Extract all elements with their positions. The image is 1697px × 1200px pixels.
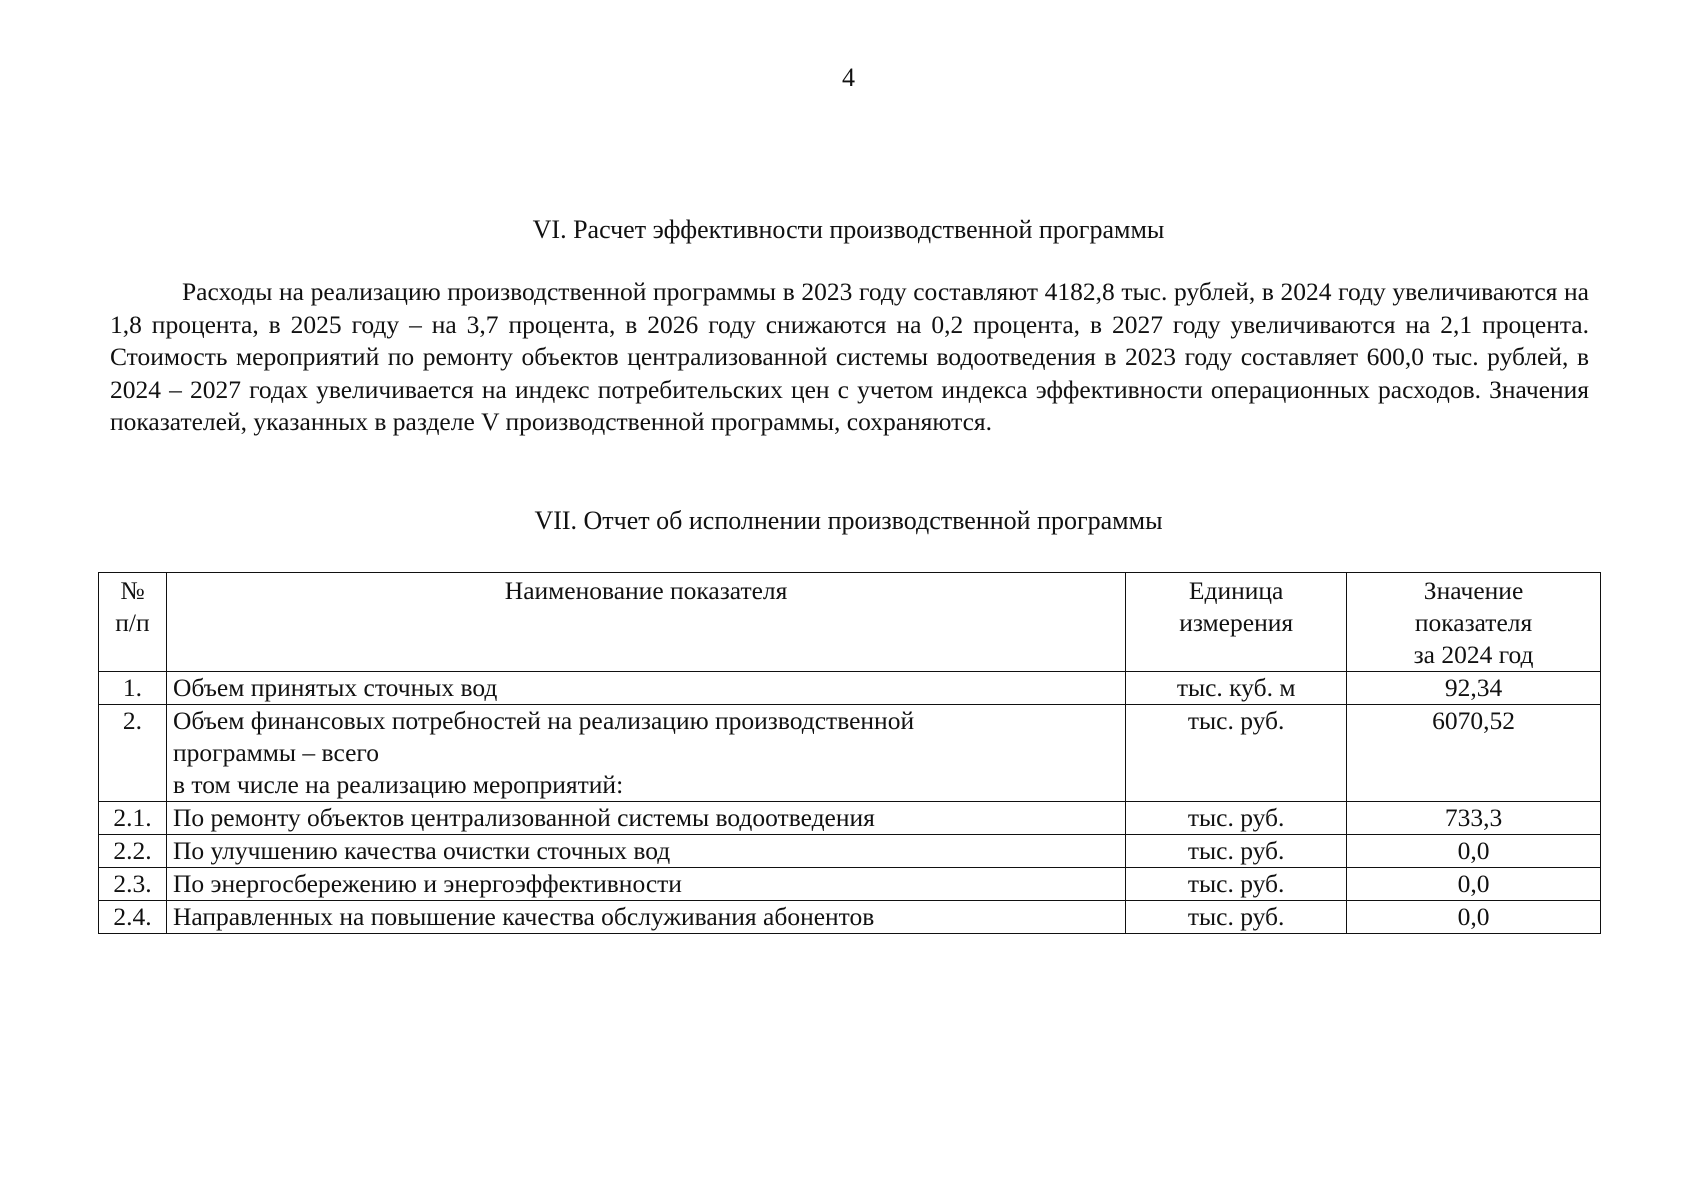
table-row (99, 705, 1601, 802)
row-name: По энергосбережению и энергоэффективности (166, 868, 1125, 901)
row-num: 2.2. (99, 835, 167, 868)
row-unit: тыс. руб. (1126, 901, 1347, 934)
row-unit: тыс. руб. (1126, 835, 1347, 868)
page-number: 4 (842, 63, 855, 92)
header-num: № п/п (99, 573, 167, 672)
row-name: Направленных на повышение качества обслуживания абонентов (166, 901, 1125, 934)
table-row (99, 672, 1601, 705)
header-value: Значение показателя за 2024 год (1347, 573, 1601, 672)
row-num: 2.1. (99, 802, 167, 835)
section-7-title: VII. Отчет об исполнении производственной программы (534, 506, 1163, 535)
row-value: 0,0 (1347, 868, 1601, 901)
row-value: 6070,52 (1347, 705, 1601, 802)
header-unit: Единица измерения (1126, 573, 1347, 672)
row-value: 0,0 (1347, 901, 1601, 934)
row-num: 1. (99, 672, 167, 705)
row-name: Объем принятых сточных вод (166, 672, 1125, 705)
table-row (99, 802, 1601, 835)
row-name: По ремонту объектов централизованной системы водоотведения (166, 802, 1125, 835)
table-row (99, 901, 1601, 934)
row-num: 2. (99, 705, 167, 802)
table-row (99, 835, 1601, 868)
row-unit: тыс. руб. (1126, 868, 1347, 901)
header-name: Наименование показателя (166, 573, 1125, 672)
row-num: 2.3. (99, 868, 167, 901)
table-row (99, 868, 1601, 901)
report-table (98, 572, 1601, 934)
row-name: По улучшению качества очистки сточных вод (166, 835, 1125, 868)
row-num: 2.4. (99, 901, 167, 934)
row-unit: тыс. руб. (1126, 705, 1347, 802)
section-6-paragraph: Расходы на реализацию производственной программы в 2023 году составляют 4182,8 тыс. рублей, в 2024 году увеличиваются на 1,8 процента, в 2025 году – на 3,7 процента, в 2026 году снижаются на 0,2 процента, в 2027 году увеличиваются на 2,1 процента. Стоимость мероприятий по ремонту объектов централизованной системы водоотведения в 2023 году составляет 600,0 тыс. рублей, в 2024 – 2027 годах увеличивается на индекс потребительских цен с учетом индекса эффективности операционных расходов. Значения показателей, указанных в разделе V производственной программы, сохраняются. (110, 277, 1589, 437)
row-name: Объем финансовых потребностей на реализацию производственной программы – всего в том числе на реализацию мероприятий: (166, 705, 1125, 802)
row-value: 733,3 (1347, 802, 1601, 835)
row-unit: тыс. куб. м (1126, 672, 1347, 705)
section-6-title: VI. Расчет эффективности производственной программы (532, 215, 1165, 244)
row-unit: тыс. руб. (1126, 802, 1347, 835)
table-header-row (99, 573, 1601, 672)
row-value: 0,0 (1347, 835, 1601, 868)
row-value: 92,34 (1347, 672, 1601, 705)
